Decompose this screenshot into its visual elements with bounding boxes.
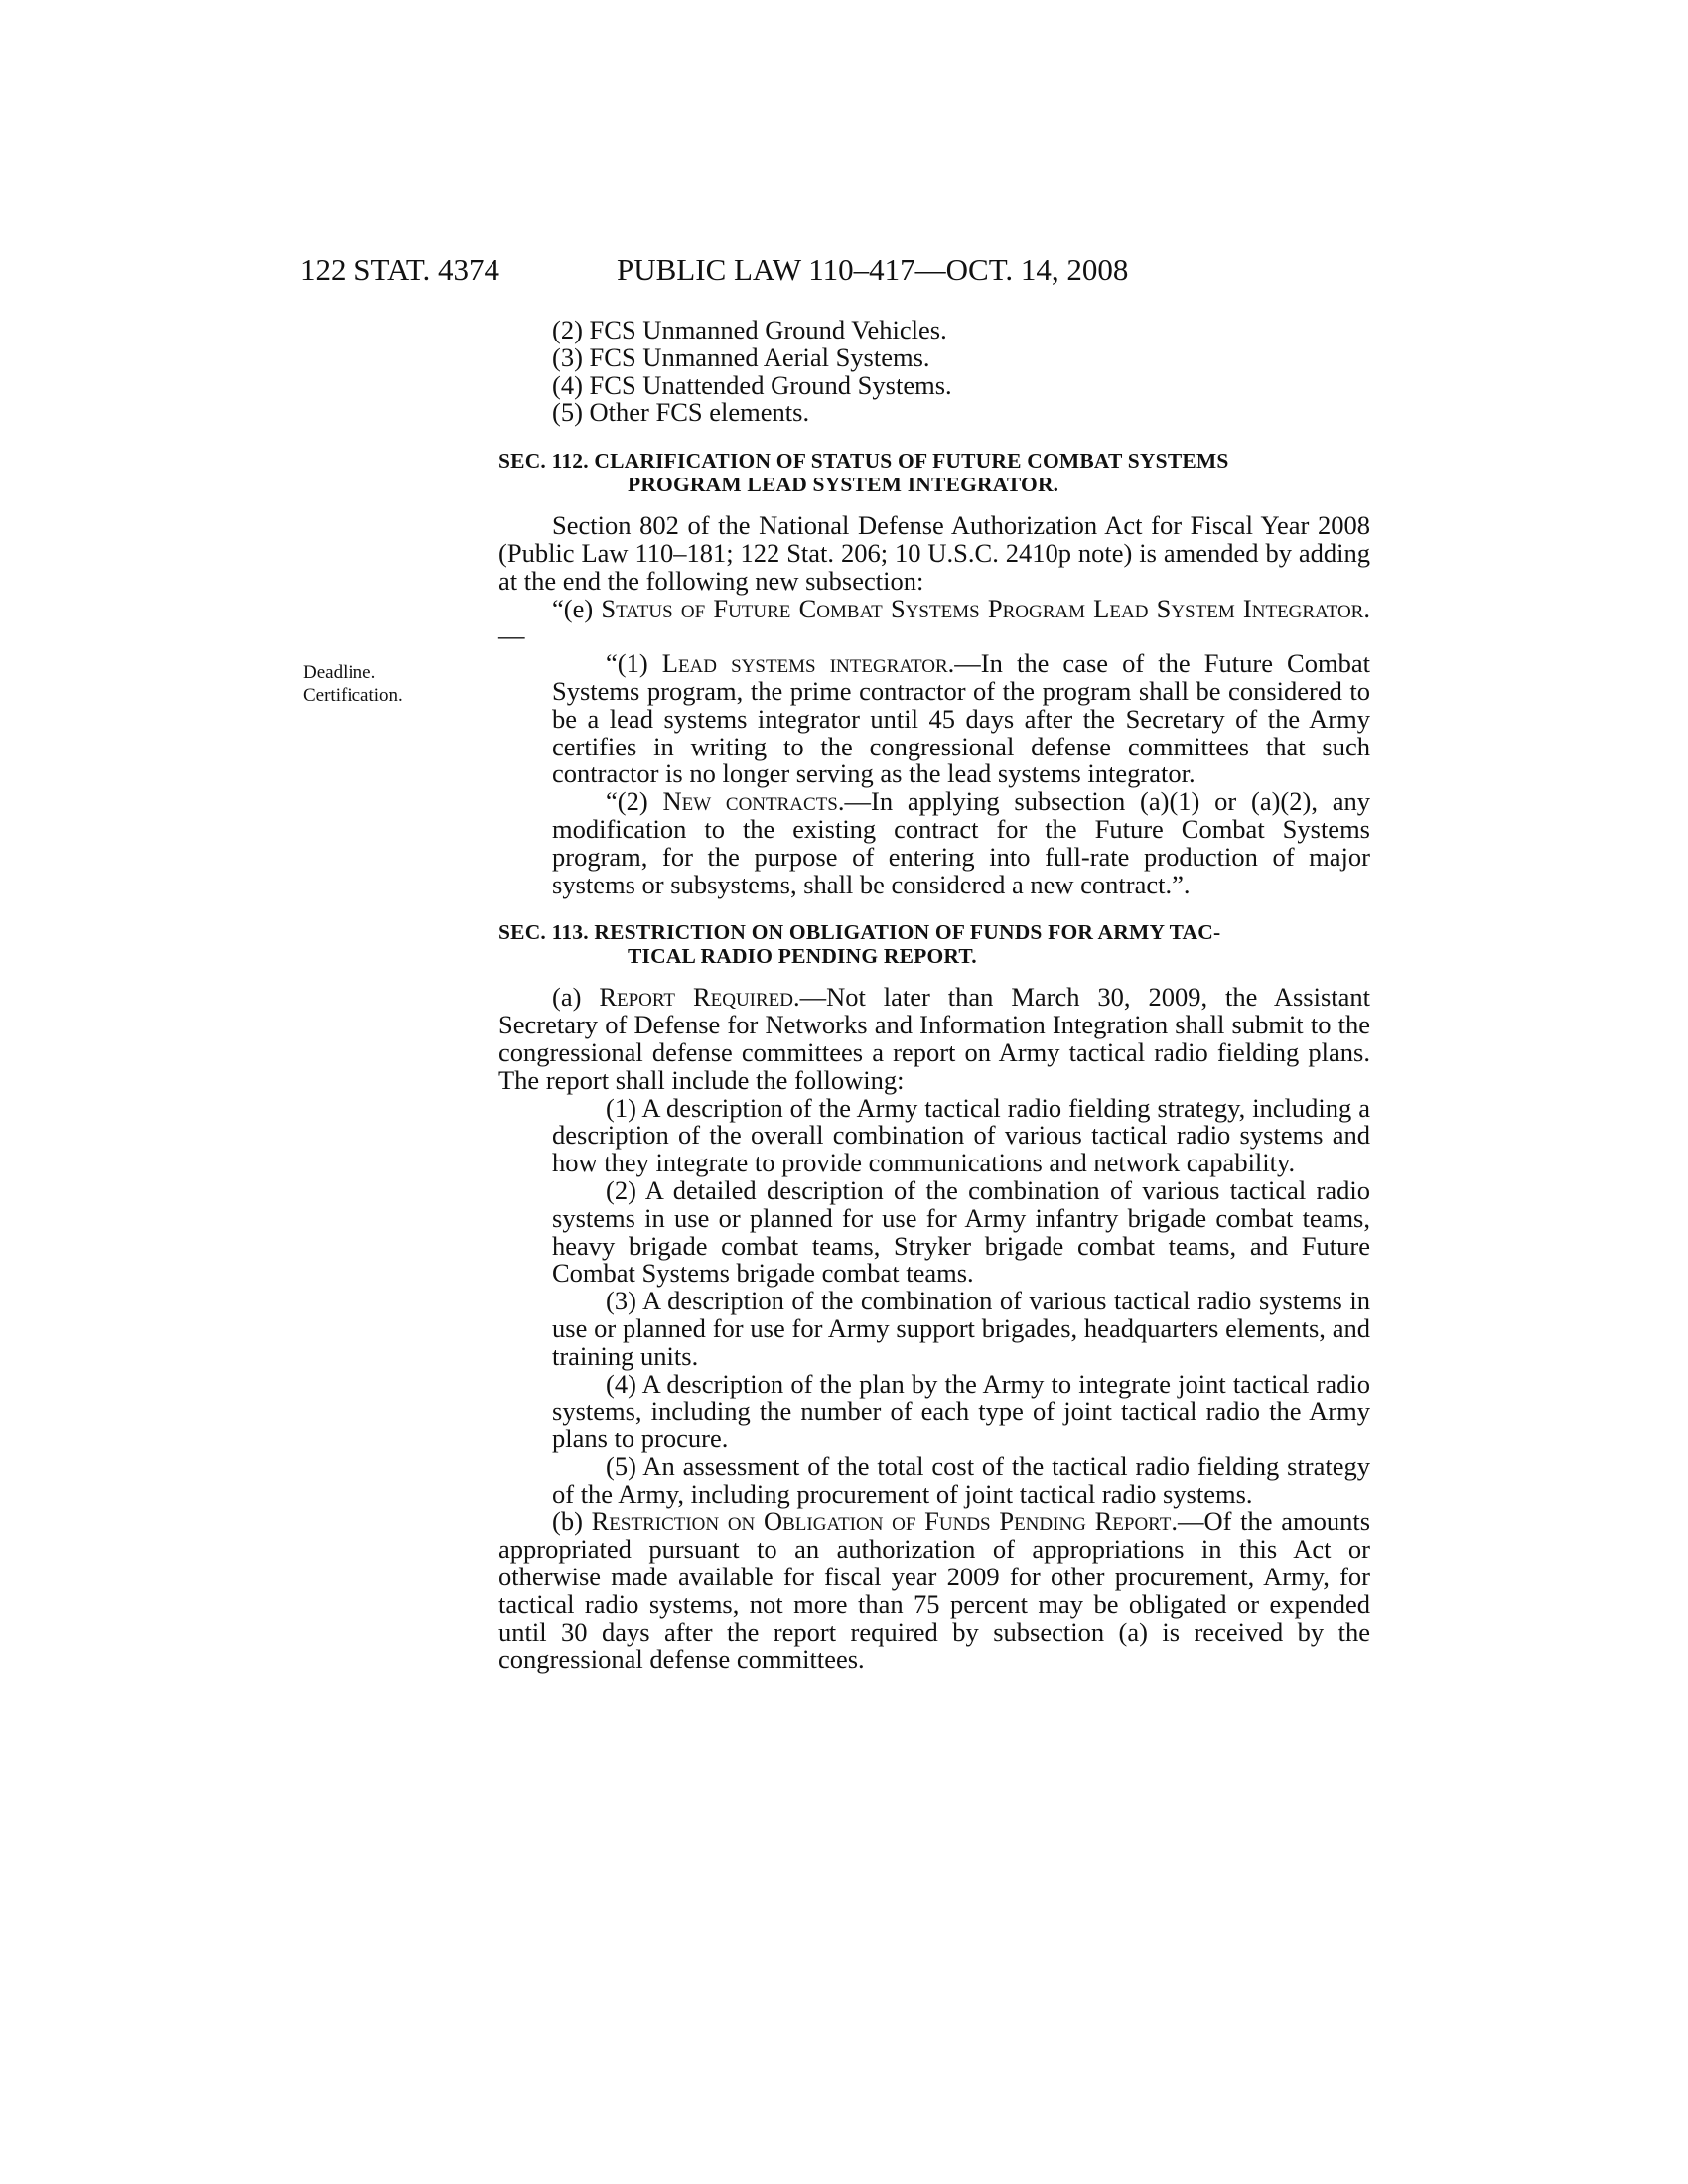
subsection-a: (a) Report Required.—Not later than March 30, 2009, the Assistant Secretary of Defense for Networks and Information Integration shall submit to the congressional defense committees a report on Army tactical radio fielding plans. The report shall include the following:: [498, 982, 1370, 1095]
report-items: [552, 1092, 1370, 1509]
section-113-heading: SEC. 113. RESTRICTION ON OBLIGATION OF FUNDS FOR ARMY TAC- TICAL RADIO PENDING REPORT.: [498, 920, 1221, 969]
subsection-e-heading: “(e) Status of Future Combat Systems Program Lead System Integrator.—: [498, 593, 1370, 651]
page-header: [300, 250, 1372, 290]
margin-note-certification: Certification.: [303, 685, 403, 706]
document-body: [498, 317, 1370, 1674]
paragraph-2: “(2) New contracts.—In applying subsection (a)(1) or (a)(2), any modification to the existing contract for the Future Combat Systems program, for the purpose of entering into full-rate production of major systems or subsystems, shall be considered a new contract.”.: [552, 786, 1370, 899]
section-112-heading: SEC. 112. CLARIFICATION OF STATUS OF FUTURE COMBAT SYSTEMS PROGRAM LEAD SYSTEM INTEGRATOR.: [498, 449, 1229, 497]
margin-note: [303, 661, 403, 707]
fcs-elements-list: [498, 317, 1370, 427]
list-item: (3) A description of the combination of various tactical radio systems in use or planned for use for Army support brigades, headquarters elements, and training units.: [552, 1286, 1370, 1371]
list-item: (5) Other FCS elements.: [552, 397, 810, 428]
list-item: (2) FCS Unmanned Ground Vehicles.: [552, 315, 947, 344]
section-112-intro: Section 802 of the National Defense Authorization Act for Fiscal Year 2008 (Public Law 110–181; 122 Stat. 206; 10 U.S.C. 2410p note) is amended by adding at the end the following new subsection:: [498, 510, 1370, 596]
list-item: (3) FCS Unmanned Aerial Systems.: [552, 341, 930, 372]
stat-citation: 122 STAT. 4374: [300, 252, 500, 287]
subsection-b: (b) Restriction on Obligation of Funds Pending Report.—Of the amounts appropriated pursuant to an authorization of appropriations in this Act or otherwise made available for fiscal year 2009 for other procurement, Army, for tactical radio systems, not more than 75 percent may be obligated or expended until 30 days after the report required by subsection (a) is received by the congressional defense committees.: [498, 1506, 1371, 1675]
paragraph-1: “(1) Lead systems integrator.—In the case of the Future Combat Systems program, the prime contractor of the program shall be considered to be a lead systems integrator until 45 days after the Secretary of the Army certifies in writing to the congressional defense committees that such contractor is no longer serving as the lead systems integrator.: [552, 648, 1370, 789]
list-item: (5) An assessment of the total cost of the tactical radio fielding strategy of the Army, including procurement of joint tactical radio systems.: [552, 1450, 1370, 1509]
list-item: (1) A description of the Army tactical radio fielding strategy, including a description of the overall combination of various tactical radio systems and how they integrate to provide communications and network capability.: [552, 1092, 1370, 1178]
list-item: (2) A detailed description of the combination of various tactical radio systems in use or planned for use for Army infantry brigade combat teams, heavy brigade combat teams, Stryker brigade combat teams, and Future Combat Systems brigade combat teams.: [552, 1174, 1370, 1289]
list-item: (4) A description of the plan by the Army to integrate joint tactical radio systems, including the number of each type of joint tactical radio the Army plans to procure.: [552, 1368, 1370, 1454]
public-law-title: PUBLIC LAW 110–417—OCT. 14, 2008: [617, 252, 1129, 287]
margin-note-deadline: Deadline.: [303, 662, 376, 683]
list-item: (4) FCS Unattended Ground Systems.: [552, 369, 952, 400]
